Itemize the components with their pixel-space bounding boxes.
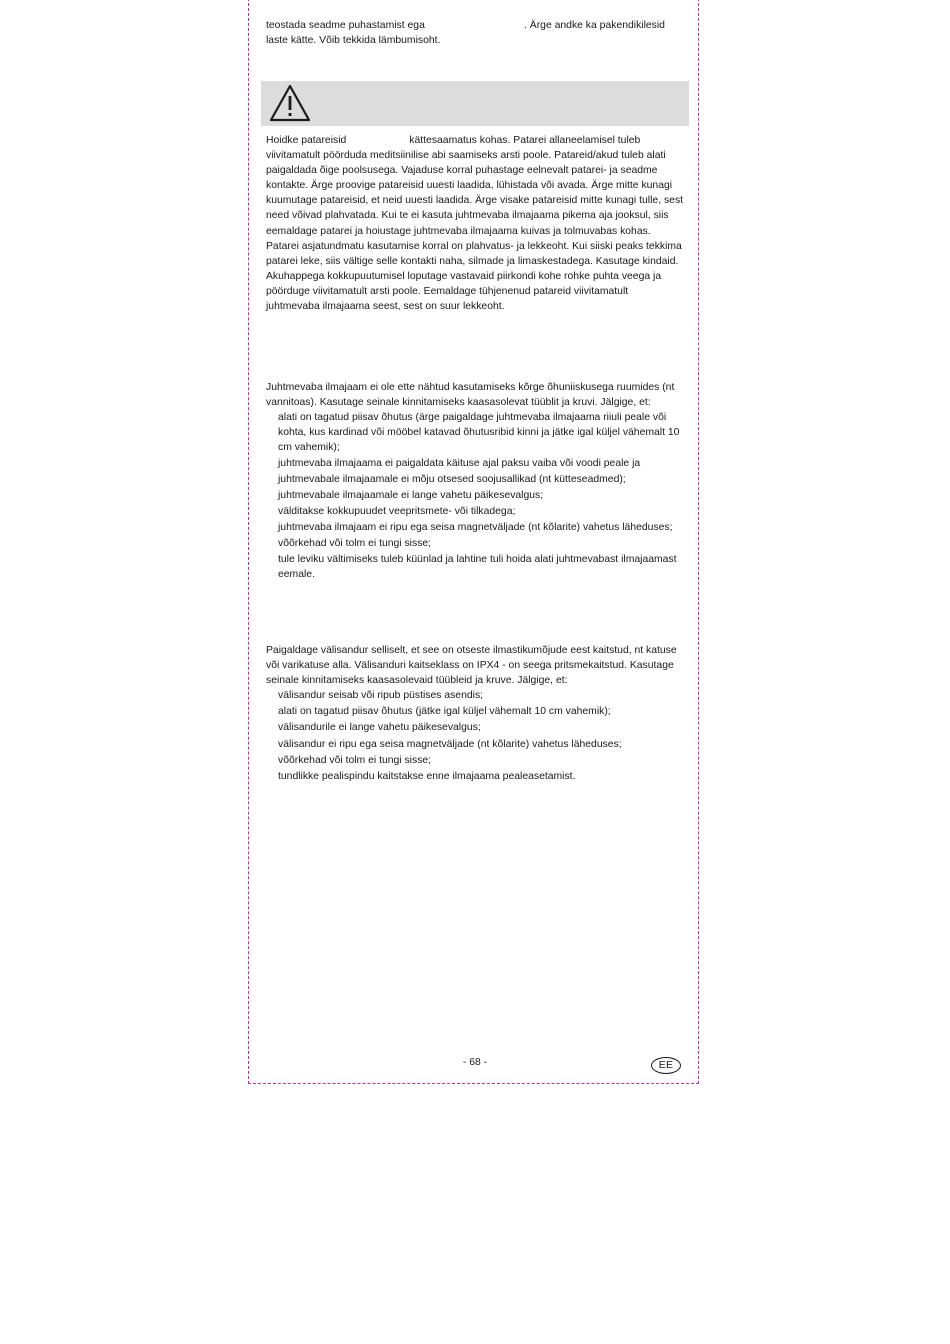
list-item: välditakse kokkupuudet veepritsmete- või tilkadega; [278,505,516,517]
station-intro: Juhtmevaba ilmajaam ei ole ette nähtud kasutamiseks kõrge õhuniiskusega ruumides (nt vannitoas). Kasutage seinale kinnitamiseks kaasasolevat tüüblit ja kruvi. Jälgige, et: [266,382,675,409]
list-item: välisandur seisab või ripub püstises asendis; [278,690,484,702]
language-badge: EE [651,1057,681,1074]
intro-line-2: laste kätte. Võib tekkida lämbumisoht. [266,35,441,47]
intro-line-1-start: teostada seadme puhastamist ega [266,20,425,31]
station-requirements-list [266,410,684,582]
list-item: võõrkehad või tolm ei tungi sisse; [278,754,432,766]
sensor-requirements-list [266,688,684,784]
intro-line-1 [266,18,684,33]
list-item: juhtmevaba ilmajaam ei ripu ega seisa magnetväljade (nt kõlarite) vahetus läheduses; [278,521,673,533]
list-item: alati on tagatud piisav õhutus (ärge paigaldage juhtmevaba ilmajaama riiuli peale või kohta, kus kardinad või mööbel katavad õhutusribid kinni ja jätke igal küljel vähemalt 10 cm vahemik); [278,412,680,454]
warning-header-bar [261,81,689,126]
list-item: tundlikke pealispindu kaitstakse enne ilmajaama pealeasetamist. [278,770,576,782]
battery-text-rest: kättesaamatus kohas. Patarei allaneelamisel tuleb viivitamatult pöörduda meditsiinilise abi saamiseks arsti poole. Patareid/akud tuleb alati paigaldada õige poolsusega. Vajaduse korral puhastage eelnevalt patarei- ja seadme kontakte. Ärge proovige patareisid uuesti laadida, lühistada või avada. Ärge mitte kunagi kuumutage patareisid, et neid uuesti laadida. Ärge visake patareisid mitte kunagi tulle, sest need võivad plahvatada. Kui te ei kasuta juhtmevaba ilmajaama pikema aja jooksul, siis eemaldage patarei ja hoiustage juhtmevaba ilmajaama kuivas ja tolmuvabas kohas. Patarei asjatundmatu kasutamise korral on plahvatus- ja lekkeoht. Kui siiski peaks tekkima patarei leke, siis vältige selle kontakti naha, silmade ja limaskestadega. Kasutage kindaid. Akuhappega kokkupuutumisel loputage vastavaid piirkondi kohe rohke puhta veega ja pöörduge viivitamatult arsti poole. Eemaldage tühjenenud patareid viivitamatult juhtmevaba ilmajaama seest, sest on suur lekkeoht. [266,135,684,313]
list-item: välisandur ei ripu ega seisa magnetväljade (nt kõlarite) vahetus läheduses; [278,738,622,750]
list-item: alati on tagatud piisav õhutus (jätke igal küljel vähemalt 10 cm vahemik); [278,706,611,718]
list-item: välisandurile ei lange vahetu päikesevalgus; [278,722,481,734]
list-item: juhtmevabale ilmajaamale ei lange vahetu päikesevalgus; [278,489,544,501]
page-number: - 68 - [462,1057,488,1068]
warning-triangle-icon [269,84,311,122]
list-item: tule leviku vältimiseks tuleb küünlad ja lahtine tuli hoida alati juhtmevabast ilmajaamast eemale. [278,554,677,581]
sensor-placement-section [266,643,684,785]
list-item: juhtmevaba ilmajaama ei paigaldata käituse ajal paksu vaiba või voodi peale ja juhtmevabale ilmajaamale ei mõju otsesed soojusallikad (nt kütteseadmed); [278,458,641,485]
intro-paragraph [266,18,684,48]
list-item: võõrkehad või tolm ei tungi sisse; [278,537,432,549]
intro-line-1-end: . Ärge andke ka pakendikilesid [524,20,665,31]
sensor-intro: Paigaldage välisandur selliselt, et see on otseste ilmastikumõjude eest kaitstud, nt katuse või varikatuse alla. Välisanduri kaitseklass on IPX4 - on seega pritsmekaitstud. Kasutage seinale kinnitamiseks kaasasolevaid tüübleid ja kruve. Jälgige, et: [266,645,677,687]
battery-safety-paragraph [266,133,684,314]
battery-text-start: Hoidke patareisid [266,135,347,146]
station-placement-section [266,380,684,583]
